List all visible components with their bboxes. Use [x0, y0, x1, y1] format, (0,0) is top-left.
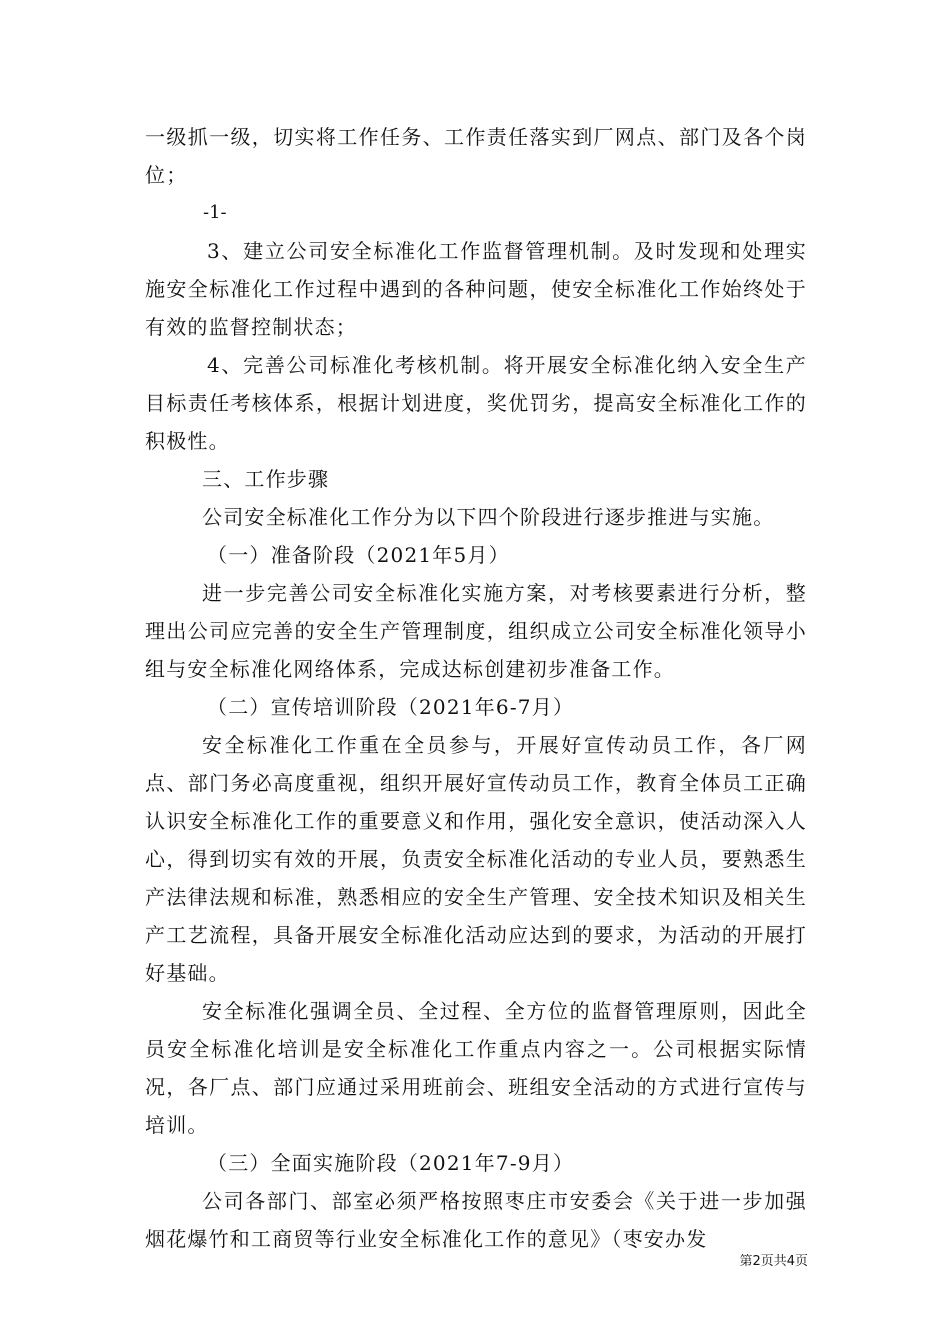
- section-heading-work-steps: 三、工作步骤: [202, 467, 330, 491]
- subheading-preparation: （一）准备阶段（2021年5月）: [207, 543, 510, 567]
- document-body: [145, 118, 807, 1258]
- paragraph-item-4: 4、完善公司标准化考核机制。将开展安全标准化纳入安全生产目标责任考核体系，根据计划进度，奖优罚劣，提高安全标准化工作的积极性。: [145, 353, 807, 453]
- inline-page-marker: -1-: [203, 202, 227, 223]
- subheading-implementation: （三）全面实施阶段（2021年7-9月）: [207, 1151, 575, 1175]
- paragraph-preparation: 进一步完善公司安全标准化实施方案，对考核要素进行分析，整理出公司应完善的安全生产管理制度，组织成立公司安全标准化领导小组与安全标准化网络体系，完成达标创建初步准备工作。: [145, 581, 807, 681]
- paragraph-continuation: 一级抓一级，切实将工作任务、工作责任落实到厂网点、部门及各个岗位；: [145, 125, 807, 187]
- paragraph-training-2: 安全标准化强调全员、全过程、全方位的监督管理原则，因此全员安全标准化培训是安全标准化工作重点内容之一。公司根据实际情况，各厂点、部门应通过采用班前会、班组安全活动的方式进行宣传与培训。: [145, 999, 807, 1137]
- page-footer: 第2页共4页: [739, 1254, 808, 1269]
- paragraph-implementation: 公司各部门、部室必须严格按照枣庄市安委会《关于进一步加强烟花爆竹和工商贸等行业安全标准化工作的意见》（枣安办发: [145, 1189, 807, 1251]
- subheading-training: （二）宣传培训阶段（2021年6-7月）: [207, 695, 575, 719]
- paragraph-training-1: 安全标准化工作重在全员参与，开展好宣传动员工作，各厂网点、部门务必高度重视，组织开展好宣传动员工作，教育全体员工正确认识安全标准化工作的重要意义和作用，强化安全意识，使活动深入人心，得到切实有效的开展，负责安全标准化活动的专业人员，要熟悉生产法律法规和标准，熟悉相应的安全生产管理、安全技术知识及相关生产工艺流程，具备开展安全标准化活动应达到的要求，为活动的开展打好基础。: [145, 733, 807, 985]
- paragraph-item-3: 3、建立公司安全标准化工作监督管理机制。及时发现和处理实施安全标准化工作过程中遇到的各种问题，使安全标准化工作始终处于有效的监督控制状态；: [145, 239, 807, 339]
- paragraph-overview: 公司安全标准化工作分为以下四个阶段进行逐步推进与实施。: [202, 505, 775, 529]
